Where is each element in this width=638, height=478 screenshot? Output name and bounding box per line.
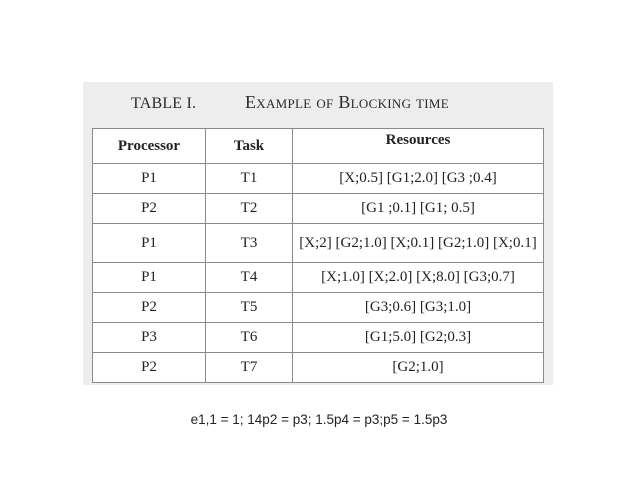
formula-text: e1,1 = 1; 14p2 = p3; 1.5p4 = p3;p5 = 1.5p3 — [190, 412, 448, 427]
cell-resources: [G1;5.0] [G2;0.3] — [293, 323, 544, 353]
cell-processor: P1 — [93, 224, 206, 263]
table-title: Example of Blocking time — [245, 92, 450, 112]
table-row — [93, 323, 544, 353]
cell-task: T1 — [206, 164, 293, 194]
cell-task: T5 — [206, 293, 293, 323]
header-row — [93, 129, 544, 164]
blocking-time-table — [92, 128, 544, 383]
table-row — [93, 353, 544, 383]
cell-processor: P2 — [93, 194, 206, 224]
cell-task: T6 — [206, 323, 293, 353]
cell-resources: [G2;1.0] — [293, 353, 544, 383]
cell-task: T4 — [206, 263, 293, 293]
table-label: TABLE I. — [131, 95, 197, 112]
cell-resources: [G1 ;0.1] [G1; 0.5] — [293, 194, 544, 224]
table-row — [93, 164, 544, 194]
cell-processor: P1 — [93, 164, 206, 194]
header-task: Task — [206, 129, 293, 164]
cell-processor: P2 — [93, 353, 206, 383]
table-row — [93, 194, 544, 224]
table-row — [93, 224, 544, 263]
cell-resources: [X;0.5] [G1;2.0] [G3 ;0.4] — [293, 164, 544, 194]
cell-task: T2 — [206, 194, 293, 224]
cell-resources: [G3;0.6] [G3;1.0] — [293, 293, 544, 323]
cell-resources: [X;2] [G2;1.0] [X;0.1] [G2;1.0] [X;0.1] — [293, 224, 544, 263]
cell-processor: P2 — [93, 293, 206, 323]
cell-task: T7 — [206, 353, 293, 383]
cell-resources: [X;1.0] [X;2.0] [X;8.0] [G3;0.7] — [293, 263, 544, 293]
cell-processor: P1 — [93, 263, 206, 293]
table-row — [93, 293, 544, 323]
table-row — [93, 263, 544, 293]
table-figure — [83, 82, 553, 385]
header-processor: Processor — [93, 129, 206, 164]
header-resources: Resources — [293, 129, 544, 164]
cell-processor: P3 — [93, 323, 206, 353]
cell-task: T3 — [206, 224, 293, 263]
